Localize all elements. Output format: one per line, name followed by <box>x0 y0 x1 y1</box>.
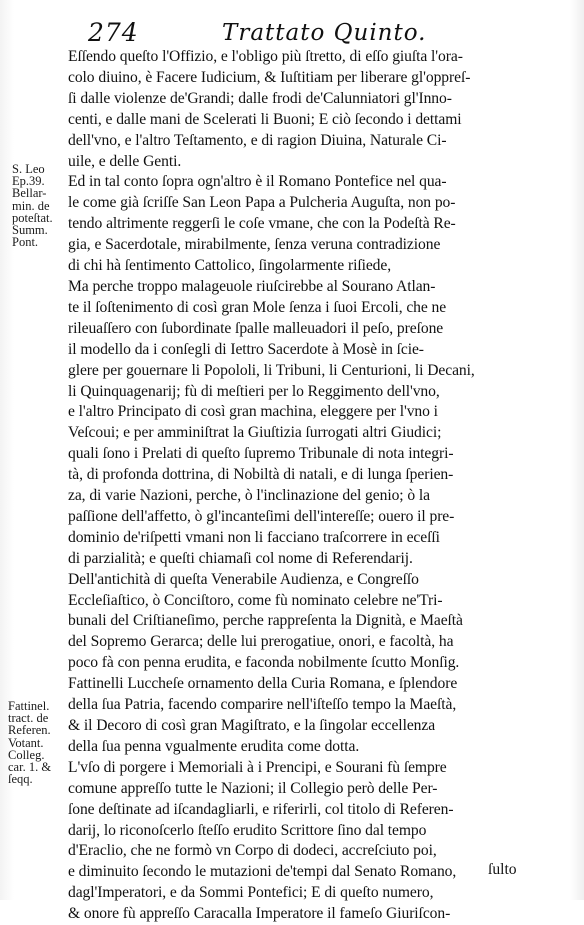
text-line: tà, di profonda dottrina, di Nobiltà di natali, e di lunga ſperien- <box>68 466 454 484</box>
text-line: dell'vno, e l'altro Teſtamento, e di ragion Diuina, Naturale Ci- <box>68 131 447 149</box>
text-line: e diminuito ſecondo le mutazioni de'tempi dal Senato Romano, <box>68 863 457 881</box>
paragraph-3 <box>68 277 568 570</box>
margin-note-line: ſeqq. <box>8 772 33 787</box>
text-line: le come già ſcriſſe San Leon Papa a Pulcheria Auguſta, non po- <box>68 194 456 212</box>
margin-note-line: poteſtat. <box>12 210 53 225</box>
text-line: gia, e Sacerdotale, mirabilmente, ſenza veruna contradizione <box>68 236 441 254</box>
text-line: rileuaſſero con ſubordinate ſpalle malleuadori il peſo, preſone <box>68 319 444 337</box>
text-line: del Sopremo Gerarca; delle lui prerogatiue, onori, e facoltà, ha <box>68 633 454 651</box>
page-number: 274 <box>88 18 139 47</box>
paragraph-2 <box>68 172 568 277</box>
body-text <box>68 47 568 925</box>
margin-note-line: Votant. <box>8 735 44 750</box>
text-line: centi, e dalle mani de Scelerati li Buoni; E ciò ſecondo i dettami <box>68 110 462 128</box>
margin-note-line: Summ. <box>12 223 48 238</box>
margin-note-line: S. Leo <box>12 162 45 176</box>
text-line: li Quinquagenarij; fù di meſtieri per lo Reggimento dell'vno, <box>68 382 440 400</box>
text-line: ſone deſtinate ad iſcandagliarli, e riferirli, col titolo di Referen- <box>68 800 454 818</box>
text-line: uile, e delle Genti. <box>68 152 182 170</box>
text-line: dominio de'riſpetti vmani non li facciano traſcorrere in eceſſi <box>68 528 440 546</box>
text-line: comune appreſſo tutte le Nazioni; il Collegio però delle Per- <box>68 779 438 797</box>
text-line: L'vſo di porgere i Memoriali à i Prencipi, e Sourani fù ſempre <box>68 758 447 776</box>
text-line: della ſua penna vgualmente erudita come dotta. <box>68 737 360 755</box>
text-line: & il Decoro di così gran Magiſtrato, e la ſingolar eccellenza <box>68 717 436 734</box>
text-line: glere per gouernare li Popololi, li Tribuni, li Centurioni, li Decani, <box>68 361 475 379</box>
margin-note-line: Fattinel. <box>8 699 50 713</box>
text-line: di parzialità; e queſti chiamaſi col nome di Referendarij. <box>68 549 413 567</box>
text-line: & onore fù appreſſo Caracalla Imperatore il fameſo Giuriſcon- <box>68 905 451 923</box>
text-line: Ma perche troppo malageuole riuſcirebbe al Sourano Atlan- <box>68 277 436 295</box>
margin-note-line: car. 1. & <box>8 760 52 775</box>
margin-note-line: Pont. <box>12 235 39 250</box>
text-line: Ed in tal conto ſopra ogn'altro è il Romano Pontefice nel qua- <box>68 173 447 191</box>
text-line: poco fà con penna erudita, e faconda nobilmente ſcutto Monſig. <box>68 654 460 672</box>
margin-note-line: tract. de <box>8 711 49 726</box>
text-line: te il ſoſtenimento di così gran Mole ſenza i ſuoi Ercoli, che ne <box>68 298 447 316</box>
text-line: darij, lo riconoſcerlo ſteſſo erudito Scrittore ſino dal tempo <box>68 821 427 839</box>
text-line: della ſua Patria, facendo comparire nell'iſteſſo tempo la Maeſtà, <box>68 696 457 714</box>
text-line: ſi dalle violenze de'Grandi; dalle frodi de'Calunniatori gl'Inno- <box>68 89 452 107</box>
text-line: bunali del Criſtianeſimo, perche rappreſenta la Dignità, e Maeſtà <box>68 612 463 630</box>
text-line: d'Eraclio, che ne formò vn Corpo di dodeci, accreſciuto poi, <box>68 842 437 860</box>
margin-note-line: min. de <box>12 198 50 213</box>
paragraph-4 <box>68 570 568 758</box>
text-line: Veſcoui; e per amminiſtrat la Giuſtizia ſurrogati altri Giudici; <box>68 424 442 442</box>
text-line: tendo altrimente reggerſi le coſe vmane, che con la Podeſtà Re- <box>68 215 456 233</box>
margin-note-line: Bellar- <box>12 186 47 201</box>
running-title: Trattato Quinto. <box>222 20 427 46</box>
text-line: za, di varie Nazioni, perche, ò l'inclinazione del genio; ò la <box>68 487 430 505</box>
text-line: colo diuino, è Facere Iudicium, & Iuſtitiam per liberare gl'oppreſ- <box>68 68 471 86</box>
catchword: ſulto <box>488 861 517 878</box>
paragraph-5 <box>68 758 568 925</box>
text-line: Eſſendo queſto l'Offizio, e l'obligo più ſtretto, di eſſo giuſta l'ora- <box>68 48 463 65</box>
margin-note-line: Ep.39. <box>12 174 45 189</box>
text-line: di chi hà ſentimento Cattolico, ſingolarmente riſiede, <box>68 257 392 275</box>
text-line: Eccleſiaſtico, ò Conciſtoro, come fù nominato celebre ne'Tri- <box>68 591 443 609</box>
margin-note-1 <box>12 163 68 248</box>
text-line: Dell'antichità di queſta Venerabile Audienza, e Congreſſo <box>68 570 419 588</box>
text-line: il modello da i conſegli di Iettro Sacerdote à Mosè in ſcie- <box>68 340 424 358</box>
text-line: quali ſono i Prelati di queſto ſupremo Tribunale di nota integri- <box>68 445 454 463</box>
text-line: dagl'Imperatori, e da Sommi Pontefici; E di queſto numero, <box>68 884 434 902</box>
margin-note-line: Referen. <box>8 723 51 738</box>
page-header <box>88 18 564 48</box>
paragraph-1 <box>68 47 568 172</box>
text-line: e l'altro Principato di così gran machina, eleggere per l'vno i <box>68 403 438 421</box>
margin-note-2 <box>8 700 64 785</box>
text-line: Fattinelli Luccheſe ornamento della Curia Romana, e ſplendore <box>68 675 458 693</box>
text-line: paſſione dell'affetto, ò gl'incanteſimi dell'intereſſe; ouero il pre- <box>68 507 455 525</box>
margin-note-line: Colleg. <box>8 747 45 762</box>
